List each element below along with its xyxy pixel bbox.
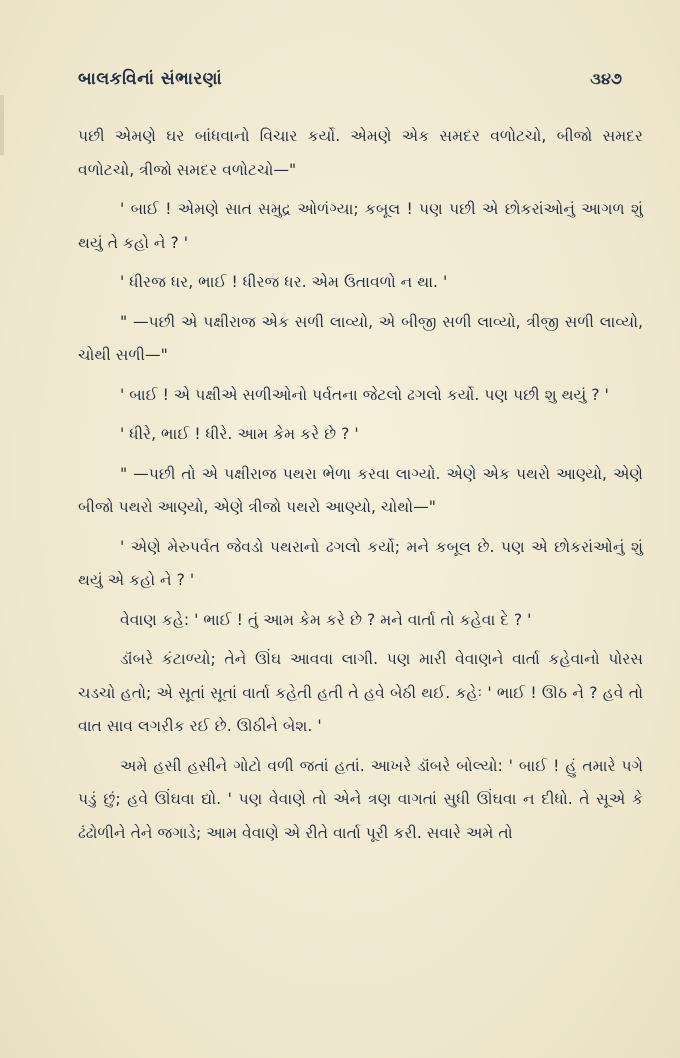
paragraph: " —પછી તો એ પક્ષીરાજ પથરા ભેળા કરવા લાગ્યો. એણે એક પથરો આણ્યો, એણે બીજો પથરો આણ્યો, એણે ત્રીજો પથરો આણ્યો, ચોથો—" [78,464,643,516]
paragraph: ' એણે મેરુપર્વત જેવડો પથરાનો ઢગલો કર્યો; મને કબૂલ છે. પણ એ છોકરાંઓનું શું થયું એ કહો ને ? ' [78,537,643,589]
paragraph: અમે હસી હસીને ગોટો વળી જતાં હતાં. આખરે ડૉંબરે બોલ્યો: ' બાઈ ! હું તમારે પગે પડું છું; હવે ઊંઘવા દ્યો. ' પણ વેવાણે તો એને ત્રણ વાગતાં સુધી ઊંઘવા ન દીધો. તે સૂએ કે ઢંઢોળીને તેને જગાડે; આમ વેવાણે એ રીતે વાર્તા પૂરી કરી. સવારે અમે તો [78,756,643,842]
paragraph: ' ધીરજ ધર, ભાઈ ! ધીરજ ધર. એમ ઉતાવળો ન થા. ' [120,273,448,291]
paragraph: પછી એમણે ઘર બાંધવાનો વિચાર કર્યો. એમણે એક સમદર વળોટચો, બીજો સમદર વળોટચો, ત્રીજો સમદર વળોટચો—" [78,127,643,179]
paragraph: ડૉંબરે કંટાળ્યો; તેને ઊંઘ આવવા લાગી. પણ મારી વેવાણને વાર્તા કહેવાનો પોરસ ચડચો હતો; એ સૂતાં સૂતાં વાર્તા કહેતી હતી તે હવે બેઠી થઈ. કહેઃ ' ભાઈ ! ઊઠ ને ? હવે તો વાત સાવ લગરીક રઈ છે. ઊઠીને બેશ. ' [78,650,643,735]
paragraph: વેવાણ કહે: ' ભાઈ ! તું આમ કેમ કરે છે ? મને વાર્તા તો કહેવા દે ? ' [120,610,532,629]
body-text [78,120,643,856]
page-header [78,62,622,96]
paragraph: ' બાઈ ! એમણે સાત સમુદ્ર ઓળંગ્યા; કબૂલ ! પણ પછી એ છોકરાંઓનું આગળ શું થયું તે કહો ને ? ' [78,200,643,252]
paragraph: " —પછી એ પક્ષીરાજ એક સળી લાવ્યો, એ બીજી સળી લાવ્યો, ત્રીજી સળી લાવ્યો, ચોથી સળી—" [78,312,643,364]
paragraph: ' ધીરે, ભાઈ ! ધીરે. આમ કેમ કરે છે ? ' [120,425,359,443]
running-title: બાલકવિનાં સંભારણાં [78,69,223,89]
paragraph: ' બાઈ ! એ પક્ષીએ સળીઓનો પર્વતના જેટલો ઢગલો કર્યો. પણ પછી શુ થયું ? ' [120,385,609,404]
page-number: ૩૪૭ [590,69,622,88]
page-edge-shadow [0,95,4,155]
